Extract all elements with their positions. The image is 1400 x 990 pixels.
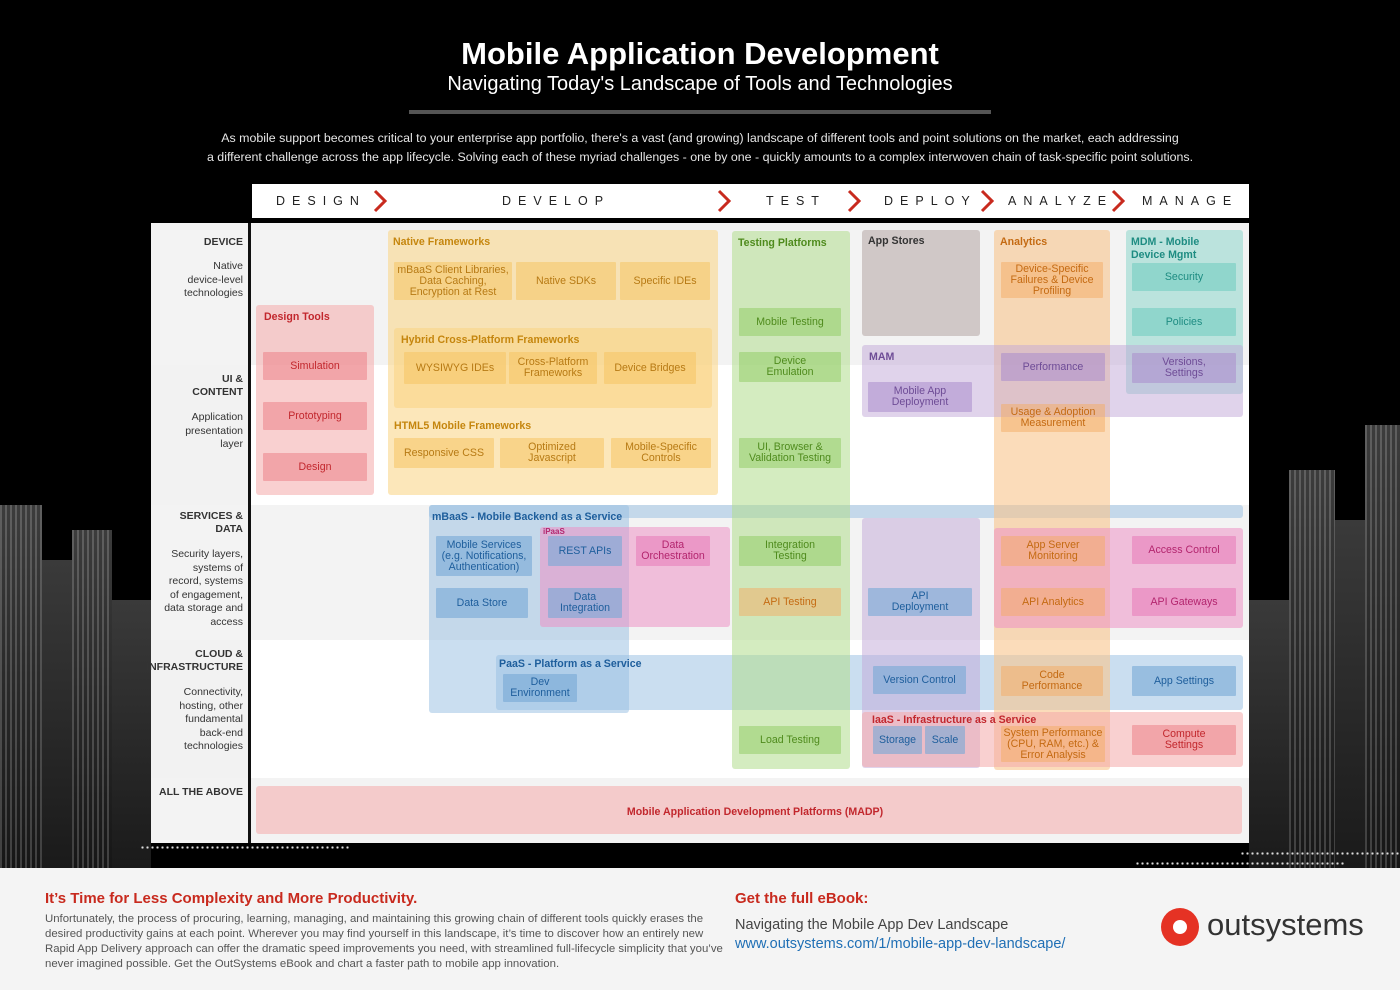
item-performance: Performance [1001,353,1105,381]
item-device-bridges: Device Bridges [604,352,696,384]
building [0,505,42,870]
page-subtitle: Navigating Today's Landscape of Tools and Technologies [447,73,953,95]
group-title-testing: Testing Platforms [738,237,827,249]
building [1365,425,1400,870]
dotted-line [140,846,350,849]
item-policies: Policies [1132,308,1236,336]
item-app-settings: App Settings [1132,666,1236,696]
phase-design: DESIGN [276,194,366,208]
layer-services-label: SERVICES & DATA [179,510,243,535]
item-system-performance: System Performance (CPU, RAM, etc.) & Error Analysis [1001,726,1105,762]
ebook-link[interactable]: www.outsystems.com/1/mobile-app-dev-landscape/ [735,936,1066,952]
item-native-sdks: Native SDKs [516,262,616,300]
item-api-analytics: API Analytics [1001,588,1105,616]
item-usage-adoption: Usage & Adoption Measurement [1001,404,1105,432]
item-rest-apis: REST APIs [548,536,622,566]
building [42,560,72,870]
item-scale: Scale [925,726,965,754]
group-title-native-frameworks: Native Frameworks [393,236,491,248]
building [112,600,151,870]
group-title-html5: HTML5 Mobile Frameworks [394,420,532,432]
item-mbaas-client-libraries: mBaaS Client Libraries, Data Caching, Encryption at Rest [394,262,512,300]
item-mobile-app-deployment: Mobile App Deployment [868,382,972,412]
intro-line-2: a different challenge across the app lifecycle. Solving each of these myriad challenges - one by one - quickly amounts to a complex interwoven chain of task-specific point solutions. [206,150,1194,164]
layer-ui-label: UI & CONTENT [192,373,243,398]
building [1249,600,1289,870]
item-ui-validation-testing: UI, Browser & Validation Testing [739,438,841,468]
chevron-right-icon [371,189,391,213]
item-wysiwyg-ides: WYSIWYG IDEs [404,352,506,384]
chevron-right-icon [845,189,865,213]
layer-device-desc: Native device-level technologies [184,260,243,300]
title-divider [409,110,991,114]
building [72,530,112,870]
item-code-performance: Code Performance [1001,666,1103,696]
item-api-deployment: API Deployment [868,588,972,616]
item-api-testing: API Testing [739,588,841,616]
outsystems-logo-icon [1161,908,1199,946]
item-specific-ides: Specific IDEs [620,262,710,300]
ebook-title: Navigating the Mobile App Dev Landscape [735,917,1009,933]
item-cross-platform-frameworks: Cross-Platform Frameworks [509,352,597,384]
group-title-mbaas: mBaaS - Mobile Backend as a Service [432,511,623,523]
layer-ui-desc: Application presentation layer [185,411,243,451]
item-mobile-testing: Mobile Testing [739,308,841,336]
group-title-iaas: IaaS - Infrastructure as a Service [872,714,1037,726]
chevron-right-icon [715,189,735,213]
phase-deploy: DEPLOY [884,194,977,208]
phase-develop: DEVELOP [502,194,611,208]
item-app-server-monitoring: App Server Monitoring [1001,536,1105,566]
item-load-testing: Load Testing [739,726,841,754]
phase-analyze: ANALYZE [1008,194,1114,208]
group-title-analytics: Analytics [1000,236,1048,248]
dotted-line [1240,852,1400,855]
item-device-failures-profiling: Device-Specific Failures & Device Profiling [1001,262,1103,298]
item-security: Security [1132,263,1236,291]
item-storage: Storage [873,726,922,754]
group-title-paas: PaaS - Platform as a Service [499,658,642,670]
item-responsive-css: Responsive CSS [394,438,494,468]
group-title-app-stores: App Stores [868,235,925,247]
layer-device-label: DEVICE [203,236,243,248]
item-versions-settings: Versions, Settings [1132,353,1236,383]
group-title-design-tools: Design Tools [264,311,330,323]
item-mobile-services: Mobile Services (e.g. Notifications, Authentication) [436,536,532,576]
layer-all-label: ALL THE ABOVE [158,786,243,798]
item-data-integration: Data Integration [548,588,622,618]
chevron-right-icon [1109,189,1129,213]
group-title-ipaas: iPaaS [543,527,565,536]
item-version-control: Version Control [873,666,966,694]
group-title-mam: MAM [869,351,895,363]
item-compute-settings: Compute Settings [1132,725,1236,755]
item-dev-environment: Dev Environment [503,674,577,702]
item-madp: Mobile Application Development Platforms (MADP) [626,805,884,818]
item-simulation: Simulation [263,352,367,380]
intro-line-1: As mobile support becomes critical to your enterprise app portfolio, there's a vast (and growing) landscape of different tools and point solutions on the market, each addressing [221,131,1179,145]
chevron-right-icon [978,189,998,213]
group-title-hybrid: Hybrid Cross-Platform Frameworks [401,334,580,346]
item-data-orchestration: Data Orchestration [636,536,710,566]
building [1335,520,1365,870]
chart-axis-line [248,223,251,843]
layer-cloud-label: CLOUD & INFRASTRUCTURE [146,648,243,673]
item-api-gateways: API Gateways [1132,588,1236,616]
group-title-mdm: MDM - Mobile Device Mgmt [1131,236,1200,261]
dotted-line [1135,862,1345,865]
layer-cloud-desc: Connectivity, hosting, other fundamental back-end technologies [179,686,243,753]
item-design: Design [263,453,367,481]
phase-test: TEST [766,194,826,208]
ebook-heading: Get the full eBook: [735,890,869,907]
phase-header [252,184,1249,218]
outsystems-logo-text: outsystems [1207,907,1364,942]
item-prototyping: Prototyping [263,402,367,430]
intro-text [200,129,1200,167]
item-data-store: Data Store [436,588,528,618]
item-integration-testing: Integration Testing [739,536,841,566]
item-access-control: Access Control [1132,536,1236,564]
building [1289,470,1335,870]
item-optimized-javascript: Optimized Javascript [500,438,604,468]
item-device-emulation: Device Emulation [739,352,841,382]
footer-heading: It’s Time for Less Complexity and More Productivity. [45,890,418,907]
item-mobile-specific-controls: Mobile-Specific Controls [611,438,711,468]
page-title: Mobile Application Development [461,36,939,71]
footer-body: Unfortunately, the process of procuring, learning, managing, and maintaining this growing chain of different tools quickly erases the desired productivity gains at each point. Wherever you may find yourself in this landscape, it’s time to discover how an entirely new Rapid App Delivery approach can offer the dramatic speed improvements you need, with streamlined full-lifecycle simplicity that you’ve never imagined possible. Get the OutSystems eBook and chart a faster path to mobile app innovation. [45,913,723,970]
layer-services-desc: Security layers, systems of record, systems of engagement, data storage and access [164,548,243,628]
phase-manage: MANAGE [1142,194,1239,208]
